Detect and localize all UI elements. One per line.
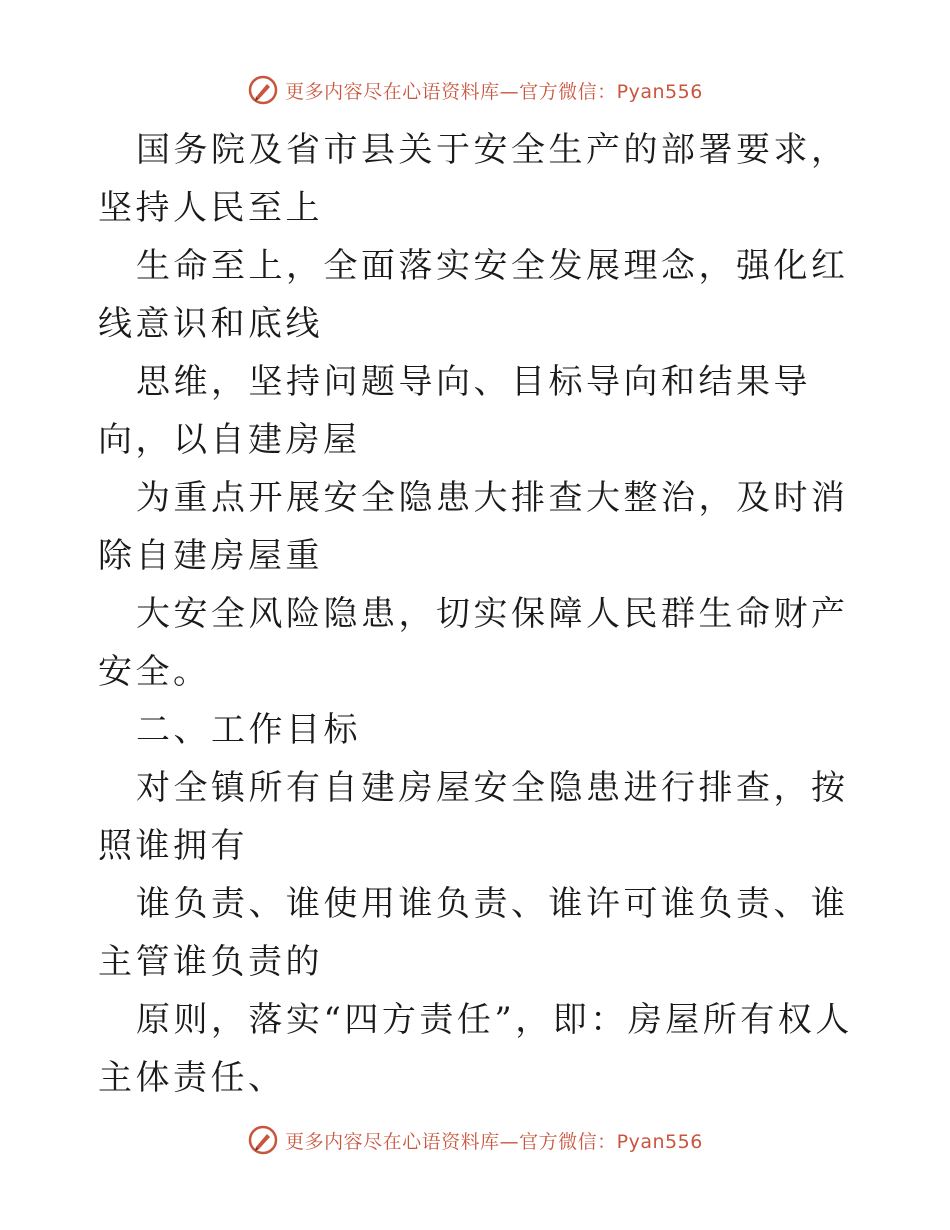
paragraph: 大安全风险隐患，切实保障人民群生命财产安全。	[98, 594, 849, 692]
paragraph: 国务院及省市县关于安全生产的部署要求，坚持人民至上	[98, 130, 849, 228]
footer-watermark	[0, 1122, 950, 1158]
header-watermark	[0, 72, 950, 108]
paragraph: 思维，坚持问题导向、目标导向和结果导向，以自建房屋	[98, 362, 811, 460]
document-body	[98, 121, 858, 1107]
watermark-text: 更多内容尽在心语资料库—官方微信：Pyan556	[285, 80, 703, 103]
paragraph: 生命至上，全面落实安全发展理念，强化红线意识和底线	[98, 246, 849, 344]
paragraph: 对全镇所有自建房屋安全隐患进行排查，按照谁拥有	[98, 768, 849, 866]
watermark-text: 更多内容尽在心语资料库—官方微信：Pyan556	[285, 1130, 703, 1153]
paragraph: 为重点开展安全隐患大排查大整治，及时消除自建房屋重	[98, 478, 849, 576]
pen-logo-icon	[247, 74, 279, 106]
paragraph: 谁负责、谁使用谁负责、谁许可谁负责、谁主管谁负责的	[98, 884, 849, 982]
pen-logo-icon	[247, 1124, 279, 1156]
paragraph: 原则，落实“四方责任”，即：房屋所有权人主体责任、	[98, 1000, 853, 1098]
section-heading: 二、工作目标	[136, 710, 361, 750]
